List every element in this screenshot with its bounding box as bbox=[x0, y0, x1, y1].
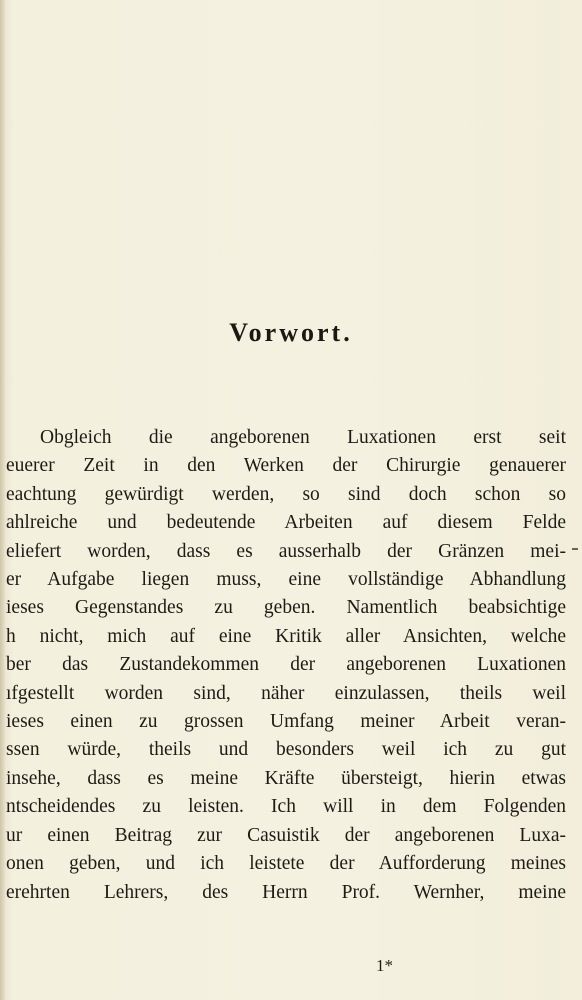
signature-mark: 1* bbox=[376, 956, 393, 975]
text-line: Obgleich die angeborenen Luxationen erst seit bbox=[40, 427, 566, 448]
text-line: insehe, dass es meine Kräfte übersteigt, hierin etwas bbox=[6, 767, 566, 789]
text-line: ieses Gegenstandes zu geben. Namentlich beabsichtige bbox=[6, 597, 566, 619]
text-line: eliefert worden, dass es ausserhalb der Gränzen mei- bbox=[6, 540, 566, 562]
text-line: ieses einen zu grossen Umfang meiner Arbeit veran- bbox=[6, 711, 566, 733]
show-through-text bbox=[0, 40, 582, 430]
text-line: ssen würde, theils und besonders weil ich zu gut bbox=[6, 739, 566, 761]
text-line: onen geben, und ich leistete der Aufforderung meines bbox=[6, 853, 566, 875]
text-line: ntscheidendes zu leisten. Ich will in dem Folgenden bbox=[6, 796, 566, 818]
text-line: h nicht, mich auf eine Kritik aller Ansichten, welche bbox=[6, 625, 566, 647]
page-title: Vorwort. bbox=[229, 318, 353, 347]
text-line: ıfgestellt worden sind, näher einzulassen, theils weil bbox=[6, 682, 566, 704]
text-line: eachtung gewürdigt werden, so sind doch schon so bbox=[6, 483, 566, 505]
margin-mark bbox=[572, 548, 578, 550]
text-line: erehrten Lehrers, des Herrn Prof. Wernher, meine bbox=[6, 881, 566, 903]
text-line: euerer Zeit in den Werken der Chirurgie genauerer bbox=[6, 455, 566, 477]
text-line: ahlreiche und bedeutende Arbeiten auf diesem Felde bbox=[6, 512, 566, 534]
body-paragraph bbox=[6, 424, 566, 907]
text-line: ber das Zustandekommen der angeborenen Luxationen bbox=[6, 654, 566, 676]
text-line: er Aufgabe liegen muss, eine vollständige Abhandlung bbox=[6, 569, 566, 591]
text-line: ur einen Beitrag zur Casuistik der angeborenen Luxa- bbox=[6, 824, 566, 846]
